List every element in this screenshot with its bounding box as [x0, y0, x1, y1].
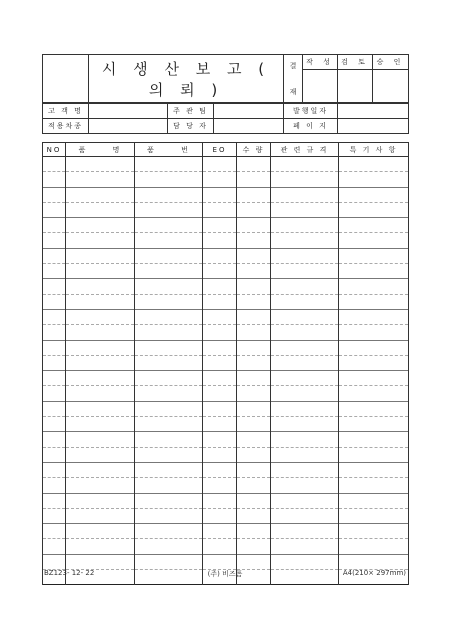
- table-cell[interactable]: [135, 417, 203, 432]
- table-cell[interactable]: [339, 218, 409, 233]
- table-row: [43, 218, 409, 233]
- table-cell[interactable]: [271, 325, 339, 340]
- table-cell[interactable]: [203, 371, 237, 386]
- table-cell[interactable]: [203, 432, 237, 447]
- table-cell[interactable]: [271, 539, 339, 554]
- table-cell[interactable]: [135, 325, 203, 340]
- table-cell[interactable]: [203, 478, 237, 493]
- table-row: [43, 172, 409, 187]
- table-cell[interactable]: [66, 478, 135, 493]
- table-cell[interactable]: [237, 478, 271, 493]
- approval-header-approver: 승 인: [373, 55, 409, 70]
- table-cell[interactable]: [135, 157, 203, 172]
- table-cell[interactable]: [43, 371, 66, 386]
- table-cell[interactable]: [237, 248, 271, 263]
- table-cell[interactable]: [66, 172, 135, 187]
- table-cell[interactable]: [135, 264, 203, 279]
- table-cell[interactable]: [43, 279, 66, 294]
- table-row: [43, 294, 409, 309]
- table-cell[interactable]: [66, 386, 135, 401]
- approval-label-top: 결: [289, 61, 297, 70]
- table-cell[interactable]: [43, 401, 66, 416]
- table-cell[interactable]: [135, 462, 203, 477]
- table-cell[interactable]: [43, 554, 66, 569]
- table-cell[interactable]: [43, 264, 66, 279]
- table-cell[interactable]: [237, 187, 271, 202]
- table-cell[interactable]: [66, 539, 135, 554]
- table-row: [43, 248, 409, 263]
- table-cell[interactable]: [43, 248, 66, 263]
- table-cell[interactable]: [135, 493, 203, 508]
- person-in-charge-label: 담 당 자: [168, 119, 214, 134]
- table-cell[interactable]: [271, 508, 339, 523]
- table-cell[interactable]: [135, 401, 203, 416]
- table-cell[interactable]: [66, 493, 135, 508]
- table-cell[interactable]: [271, 478, 339, 493]
- table-cell[interactable]: [339, 355, 409, 370]
- table-cell[interactable]: [339, 417, 409, 432]
- table-cell[interactable]: [135, 447, 203, 462]
- table-cell[interactable]: [271, 447, 339, 462]
- table-cell[interactable]: [203, 386, 237, 401]
- table-cell[interactable]: [271, 371, 339, 386]
- table-cell[interactable]: [135, 233, 203, 248]
- table-cell[interactable]: [135, 386, 203, 401]
- table-cell[interactable]: [43, 539, 66, 554]
- table-cell[interactable]: [66, 340, 135, 355]
- table-cell[interactable]: [339, 279, 409, 294]
- table-cell[interactable]: [271, 187, 339, 202]
- table-row: [43, 462, 409, 477]
- table-cell[interactable]: [203, 355, 237, 370]
- table-cell[interactable]: [271, 493, 339, 508]
- item-table-body: [43, 157, 409, 585]
- column-header-item-name: 품 명: [66, 143, 135, 157]
- table-cell[interactable]: [203, 554, 237, 569]
- table-cell[interactable]: [66, 294, 135, 309]
- managing-team-field[interactable]: [214, 104, 284, 119]
- table-cell[interactable]: [66, 157, 135, 172]
- table-cell[interactable]: [203, 233, 237, 248]
- table-cell[interactable]: [66, 233, 135, 248]
- table-cell[interactable]: [43, 187, 66, 202]
- table-cell[interactable]: [203, 462, 237, 477]
- table-row: [43, 447, 409, 462]
- form-info: [42, 103, 409, 134]
- customer-field[interactable]: [89, 104, 168, 119]
- table-cell[interactable]: [237, 340, 271, 355]
- table-cell[interactable]: [237, 294, 271, 309]
- table-cell[interactable]: [271, 172, 339, 187]
- table-cell[interactable]: [43, 309, 66, 324]
- table-cell[interactable]: [237, 264, 271, 279]
- table-cell[interactable]: [43, 172, 66, 187]
- table-cell[interactable]: [237, 233, 271, 248]
- table-cell[interactable]: [339, 478, 409, 493]
- page-label: 페 이 지: [284, 119, 338, 134]
- approval-header-writer: 작 성: [303, 55, 338, 70]
- table-row: [43, 279, 409, 294]
- table-cell[interactable]: [66, 202, 135, 217]
- table-cell[interactable]: [135, 248, 203, 263]
- table-cell[interactable]: [271, 294, 339, 309]
- vehicle-model-label: 적용차종: [43, 119, 89, 134]
- table-cell[interactable]: [237, 447, 271, 462]
- table-cell[interactable]: [43, 462, 66, 477]
- table-cell[interactable]: [339, 309, 409, 324]
- table-cell[interactable]: [237, 554, 271, 569]
- table-cell[interactable]: [237, 386, 271, 401]
- page-field[interactable]: [338, 119, 409, 134]
- table-cell[interactable]: [43, 355, 66, 370]
- approval-header-reviewer: 검 토: [338, 55, 373, 70]
- table-cell[interactable]: [271, 355, 339, 370]
- table-cell[interactable]: [271, 386, 339, 401]
- table-cell[interactable]: [203, 172, 237, 187]
- table-cell[interactable]: [43, 157, 66, 172]
- table-cell[interactable]: [203, 447, 237, 462]
- table-cell[interactable]: [203, 157, 237, 172]
- table-row: [43, 508, 409, 523]
- vehicle-model-field[interactable]: [89, 119, 168, 134]
- table-cell[interactable]: [66, 187, 135, 202]
- table-cell[interactable]: [135, 371, 203, 386]
- table-cell[interactable]: [203, 417, 237, 432]
- approval-label-bottom: 재: [289, 87, 297, 96]
- table-row: [43, 386, 409, 401]
- table-cell[interactable]: [135, 554, 203, 569]
- table-cell[interactable]: [203, 401, 237, 416]
- table-cell[interactable]: [66, 417, 135, 432]
- table-cell[interactable]: [237, 524, 271, 539]
- table-cell[interactable]: [237, 309, 271, 324]
- table-row: [43, 493, 409, 508]
- column-header-spec: 관 련 규 격: [271, 143, 339, 157]
- table-cell[interactable]: [203, 248, 237, 263]
- table-cell[interactable]: [339, 524, 409, 539]
- table-cell[interactable]: [339, 325, 409, 340]
- table-cell[interactable]: [339, 172, 409, 187]
- table-row: [43, 157, 409, 172]
- table-cell[interactable]: [66, 325, 135, 340]
- table-cell[interactable]: [135, 478, 203, 493]
- table-cell[interactable]: [237, 508, 271, 523]
- table-cell[interactable]: [135, 340, 203, 355]
- table-cell[interactable]: [339, 264, 409, 279]
- table-cell[interactable]: [43, 386, 66, 401]
- table-cell[interactable]: [271, 248, 339, 263]
- table-cell[interactable]: [271, 401, 339, 416]
- table-cell[interactable]: [339, 157, 409, 172]
- table-cell[interactable]: [271, 524, 339, 539]
- table-cell[interactable]: [339, 447, 409, 462]
- table-cell[interactable]: [66, 462, 135, 477]
- table-cell[interactable]: [271, 264, 339, 279]
- approval-box-writer[interactable]: [303, 70, 338, 103]
- table-row: [43, 325, 409, 340]
- table-cell[interactable]: [339, 462, 409, 477]
- managing-team-label: 주 관 팀: [168, 104, 214, 119]
- production-report-form: [42, 54, 408, 585]
- table-cell[interactable]: [271, 340, 339, 355]
- table-cell[interactable]: [135, 218, 203, 233]
- table-cell[interactable]: [339, 554, 409, 569]
- table-cell[interactable]: [339, 202, 409, 217]
- table-row: [43, 371, 409, 386]
- table-cell[interactable]: [203, 187, 237, 202]
- table-row: [43, 309, 409, 324]
- form-title: 시 생 산 보 고 ( 의 뢰 ): [89, 55, 284, 103]
- table-cell[interactable]: [43, 340, 66, 355]
- table-cell[interactable]: [203, 309, 237, 324]
- table-cell[interactable]: [66, 371, 135, 386]
- table-cell[interactable]: [66, 309, 135, 324]
- table-row: [43, 478, 409, 493]
- table-cell[interactable]: [43, 202, 66, 217]
- table-row: [43, 202, 409, 217]
- table-cell[interactable]: [43, 233, 66, 248]
- table-cell[interactable]: [237, 172, 271, 187]
- table-cell[interactable]: [271, 157, 339, 172]
- approval-side-label: [284, 55, 303, 103]
- table-row: [43, 355, 409, 370]
- info-row: [43, 119, 409, 134]
- table-cell[interactable]: [237, 417, 271, 432]
- table-cell[interactable]: [339, 187, 409, 202]
- company-name: (주) 비즈폼: [207, 570, 243, 578]
- table-cell[interactable]: [203, 524, 237, 539]
- table-row: [43, 417, 409, 432]
- table-cell[interactable]: [135, 432, 203, 447]
- table-row: [43, 233, 409, 248]
- table-cell[interactable]: [66, 554, 135, 569]
- table-cell[interactable]: [271, 218, 339, 233]
- table-cell[interactable]: [43, 294, 66, 309]
- table-cell[interactable]: [135, 187, 203, 202]
- table-cell[interactable]: [135, 355, 203, 370]
- table-cell[interactable]: [66, 524, 135, 539]
- column-header-no: NO: [43, 143, 66, 157]
- column-header-remarks: 특 기 사 항: [339, 143, 409, 157]
- table-cell[interactable]: [203, 493, 237, 508]
- table-row: [43, 539, 409, 554]
- table-cell[interactable]: [339, 294, 409, 309]
- table-row: [43, 554, 409, 569]
- table-cell[interactable]: [43, 508, 66, 523]
- table-cell[interactable]: [339, 248, 409, 263]
- form-header: [42, 54, 409, 103]
- table-cell[interactable]: [339, 371, 409, 386]
- table-cell[interactable]: [203, 325, 237, 340]
- item-table: [42, 142, 409, 585]
- info-row: [43, 104, 409, 119]
- table-cell[interactable]: [237, 355, 271, 370]
- table-row: [43, 524, 409, 539]
- table-cell[interactable]: [43, 524, 66, 539]
- table-cell[interactable]: [271, 554, 339, 569]
- table-cell[interactable]: [43, 493, 66, 508]
- table-cell[interactable]: [339, 539, 409, 554]
- table-cell[interactable]: [66, 264, 135, 279]
- table-cell[interactable]: [135, 172, 203, 187]
- table-cell[interactable]: [43, 447, 66, 462]
- table-cell[interactable]: [339, 233, 409, 248]
- column-header-part-number: 품 번: [135, 143, 203, 157]
- table-cell[interactable]: [66, 218, 135, 233]
- table-cell[interactable]: [271, 432, 339, 447]
- table-cell[interactable]: [66, 248, 135, 263]
- table-cell[interactable]: [339, 493, 409, 508]
- table-cell[interactable]: [66, 508, 135, 523]
- table-row: [43, 187, 409, 202]
- table-cell[interactable]: [339, 401, 409, 416]
- table-cell[interactable]: [66, 355, 135, 370]
- table-cell[interactable]: [66, 447, 135, 462]
- table-cell[interactable]: [135, 508, 203, 523]
- table-cell[interactable]: [237, 432, 271, 447]
- table-cell[interactable]: [135, 539, 203, 554]
- issue-date-field[interactable]: [338, 104, 409, 119]
- table-cell[interactable]: [339, 432, 409, 447]
- table-cell[interactable]: [237, 202, 271, 217]
- table-cell[interactable]: [237, 279, 271, 294]
- table-cell[interactable]: [271, 417, 339, 432]
- column-header-eo: EO: [203, 143, 237, 157]
- column-header-quantity: 수 량: [237, 143, 271, 157]
- table-cell[interactable]: [237, 325, 271, 340]
- table-cell[interactable]: [271, 462, 339, 477]
- table-cell[interactable]: [237, 462, 271, 477]
- person-in-charge-field[interactable]: [214, 119, 284, 134]
- table-cell[interactable]: [66, 401, 135, 416]
- table-cell[interactable]: [339, 386, 409, 401]
- table-cell[interactable]: [237, 401, 271, 416]
- table-row: [43, 432, 409, 447]
- table-cell[interactable]: [339, 508, 409, 523]
- table-cell[interactable]: [203, 264, 237, 279]
- table-cell[interactable]: [271, 309, 339, 324]
- table-row: [43, 401, 409, 416]
- table-cell[interactable]: [237, 157, 271, 172]
- table-cell[interactable]: [43, 432, 66, 447]
- paper-size: A4(210× 297mm): [342, 569, 406, 577]
- table-cell[interactable]: [203, 202, 237, 217]
- table-cell[interactable]: [135, 309, 203, 324]
- table-cell[interactable]: [271, 233, 339, 248]
- table-cell[interactable]: [203, 340, 237, 355]
- table-row: [43, 264, 409, 279]
- table-cell[interactable]: [339, 340, 409, 355]
- customer-label: 고 객 명: [43, 104, 89, 119]
- header-blank-cell: [43, 55, 89, 103]
- approval-box-approver[interactable]: [373, 70, 409, 103]
- table-cell[interactable]: [271, 279, 339, 294]
- table-cell[interactable]: [66, 432, 135, 447]
- table-cell[interactable]: [203, 539, 237, 554]
- table-cell[interactable]: [135, 294, 203, 309]
- issue-date-label: 발행일자: [284, 104, 338, 119]
- table-cell[interactable]: [203, 218, 237, 233]
- table-cell[interactable]: [203, 279, 237, 294]
- table-cell[interactable]: [135, 279, 203, 294]
- approval-box-reviewer[interactable]: [338, 70, 373, 103]
- table-cell[interactable]: [237, 493, 271, 508]
- table-cell[interactable]: [43, 417, 66, 432]
- table-cell[interactable]: [237, 371, 271, 386]
- table-cell[interactable]: [203, 294, 237, 309]
- table-cell[interactable]: [66, 279, 135, 294]
- table-cell[interactable]: [43, 325, 66, 340]
- table-row: [43, 340, 409, 355]
- table-cell[interactable]: [203, 508, 237, 523]
- form-code: BZ123- 12- 22: [44, 569, 95, 577]
- table-cell[interactable]: [237, 218, 271, 233]
- table-cell[interactable]: [43, 218, 66, 233]
- table-cell[interactable]: [135, 202, 203, 217]
- table-cell[interactable]: [271, 202, 339, 217]
- table-cell[interactable]: [135, 524, 203, 539]
- table-cell[interactable]: [237, 539, 271, 554]
- item-table-header: [43, 143, 409, 157]
- table-cell[interactable]: [43, 478, 66, 493]
